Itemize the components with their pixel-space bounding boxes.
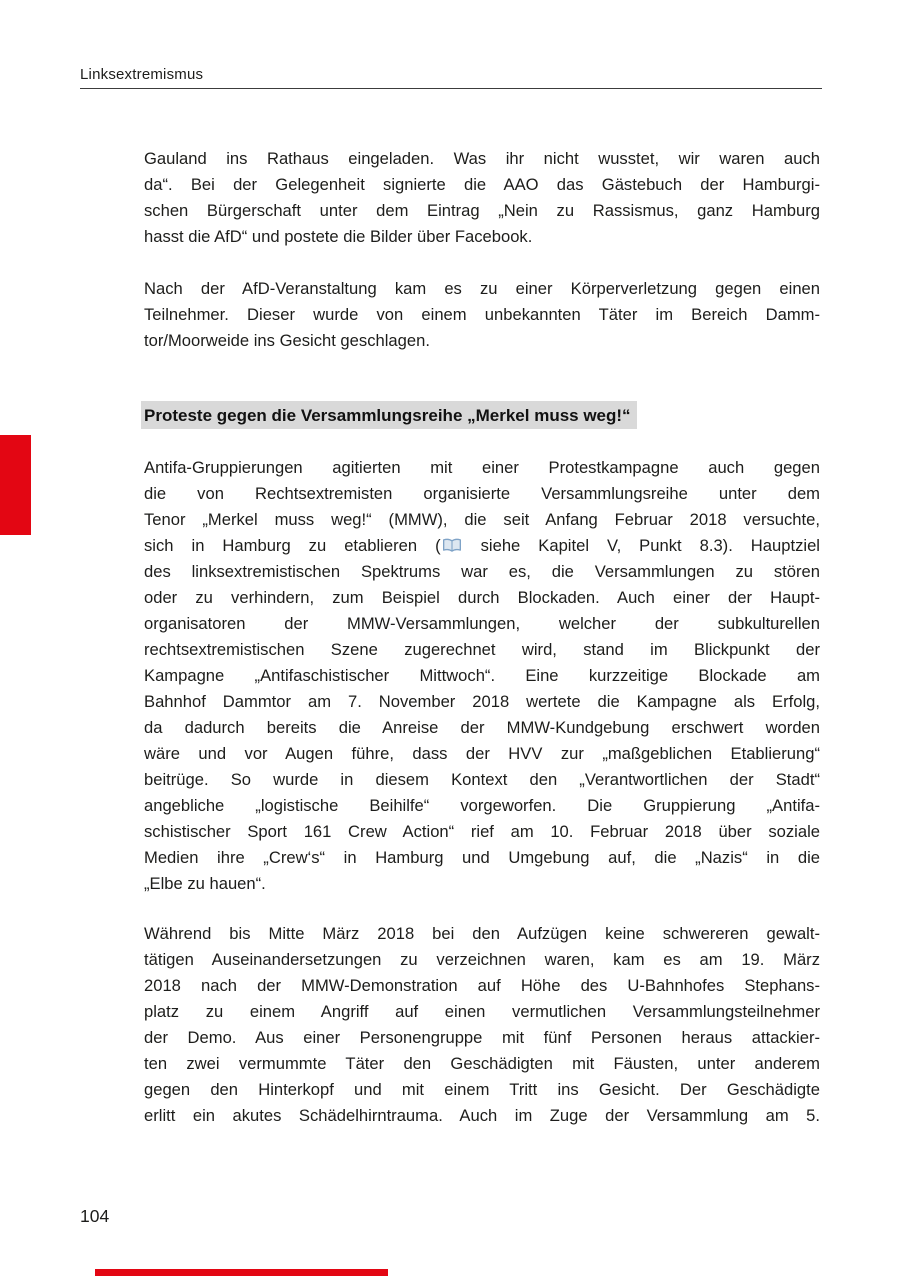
text-line: gegen den Hinterkopf und mit einem Tritt ins Gesicht. Der Geschädigte <box>144 1080 820 1099</box>
text-line: der Demo. Aus einer Personengruppe mit fünf Personen heraus attackier- <box>144 1028 820 1047</box>
text-line: des linksextremistischen Spektrums war es, die Versammlungen zu stören <box>144 562 820 581</box>
text-line: da“. Bei der Gelegenheit signierte die AAO das Gästebuch der Hamburgi- <box>144 175 820 194</box>
text-line: schistischer Sport 161 Crew Action“ rief am 10. Februar 2018 über soziale <box>144 822 820 841</box>
text-line: „Elbe zu hauen“. <box>144 874 266 893</box>
text-line: die von Rechtsextremisten organisierte Versammlungsreihe unter dem <box>144 484 820 503</box>
red-side-marker <box>0 435 31 535</box>
running-header-title: Linksextremismus <box>80 66 204 83</box>
text-line: da dadurch bereits die Anreise der MMW-Kundgebung erschwert worden <box>144 718 820 737</box>
text-line: oder zu verhindern, zum Beispiel durch Blockaden. Auch einer der Haupt- <box>144 588 820 607</box>
text-line: Kampagne „Antifaschistischer Mittwoch“. Eine kurzzeitige Blockade am <box>144 666 820 685</box>
page-content <box>144 0 820 1276</box>
text-line: Nach der AfD-Veranstaltung kam es zu einer Körperverletzung gegen einen <box>144 279 820 298</box>
text-line: Tenor „Merkel muss weg!“ (MMW), die seit Anfang Februar 2018 versuchte, <box>144 510 820 529</box>
text-line: tätigen Auseinandersetzungen zu verzeichnen waren, kam es am 19. März <box>144 950 820 969</box>
open-book-icon <box>442 535 462 561</box>
section-heading-wrap <box>141 401 637 429</box>
section-heading: Proteste gegen die Versammlungsreihe „Merkel muss weg!“ <box>141 401 637 429</box>
text-line: beitrüge. So wurde in diesem Kontext den „Verantwortlichen der Stadt“ <box>144 770 820 789</box>
text-line <box>144 533 820 559</box>
text-line: erlitt ein akutes Schädelhirntrauma. Auch im Zuge der Versammlung am 5. <box>144 1106 820 1125</box>
text-line: 2018 nach der MMW-Demonstration auf Höhe des U-Bahnhofes Stephans- <box>144 976 820 995</box>
text-line: tor/Moorweide ins Gesicht geschlagen. <box>144 331 430 350</box>
text-line: angebliche „logistische Beihilfe“ vorgeworfen. Die Gruppierung „Antifa- <box>144 796 820 815</box>
text-line: Teilnehmer. Dieser wurde von einem unbekannten Täter im Bereich Damm- <box>144 305 820 324</box>
text-line: schen Bürgerschaft unter dem Eintrag „Nein zu Rassismus, ganz Hamburg <box>144 201 820 220</box>
text-line: Antifa-Gruppierungen agitierten mit einer Protestkampagne auch gegen <box>144 458 820 477</box>
bottom-red-bar <box>95 1269 388 1276</box>
paragraph-maerz-angriff <box>144 921 820 1129</box>
paragraph-koerperverletzung <box>144 276 820 354</box>
text-line: wäre und vor Augen führe, dass der HVV zur „maßgeblichen Etablierung“ <box>144 744 820 763</box>
text-line: Während bis Mitte März 2018 bei den Aufzügen keine schwereren gewalt- <box>144 924 820 943</box>
text-line: Bahnhof Dammtor am 7. November 2018 wertete die Kampagne als Erfolg, <box>144 692 820 711</box>
page-number: 104 <box>80 1206 110 1226</box>
text-line: organisatoren der MMW-Versammlungen, welcher der subkulturellen <box>144 614 820 633</box>
text-line: ten zwei vermummte Täter den Geschädigten mit Fäusten, unter anderem <box>144 1054 820 1073</box>
text-line: platz zu einem Angriff auf einen vermutlichen Versammlungsteilnehmer <box>144 1002 820 1021</box>
paragraph-antifa-kampagne <box>144 455 820 897</box>
text-segment: sich in Hamburg zu etablieren ( <box>144 536 441 555</box>
text-line: Gauland ins Rathaus eingeladen. Was ihr nicht wusstet, wir waren auch <box>144 149 820 168</box>
text-line: hasst die AfD“ und postete die Bilder über Facebook. <box>144 227 533 246</box>
text-line: Medien ihre „Crew‘s“ in Hamburg und Umgebung auf, die „Nazis“ in die <box>144 848 820 867</box>
text-line: rechtsextremistischen Szene zugerechnet wird, stand im Blickpunkt der <box>144 640 820 659</box>
text-segment: siehe Kapitel V, Punkt 8.3). Hauptziel <box>462 536 820 555</box>
paragraph-gauland-rathaus <box>144 146 820 250</box>
